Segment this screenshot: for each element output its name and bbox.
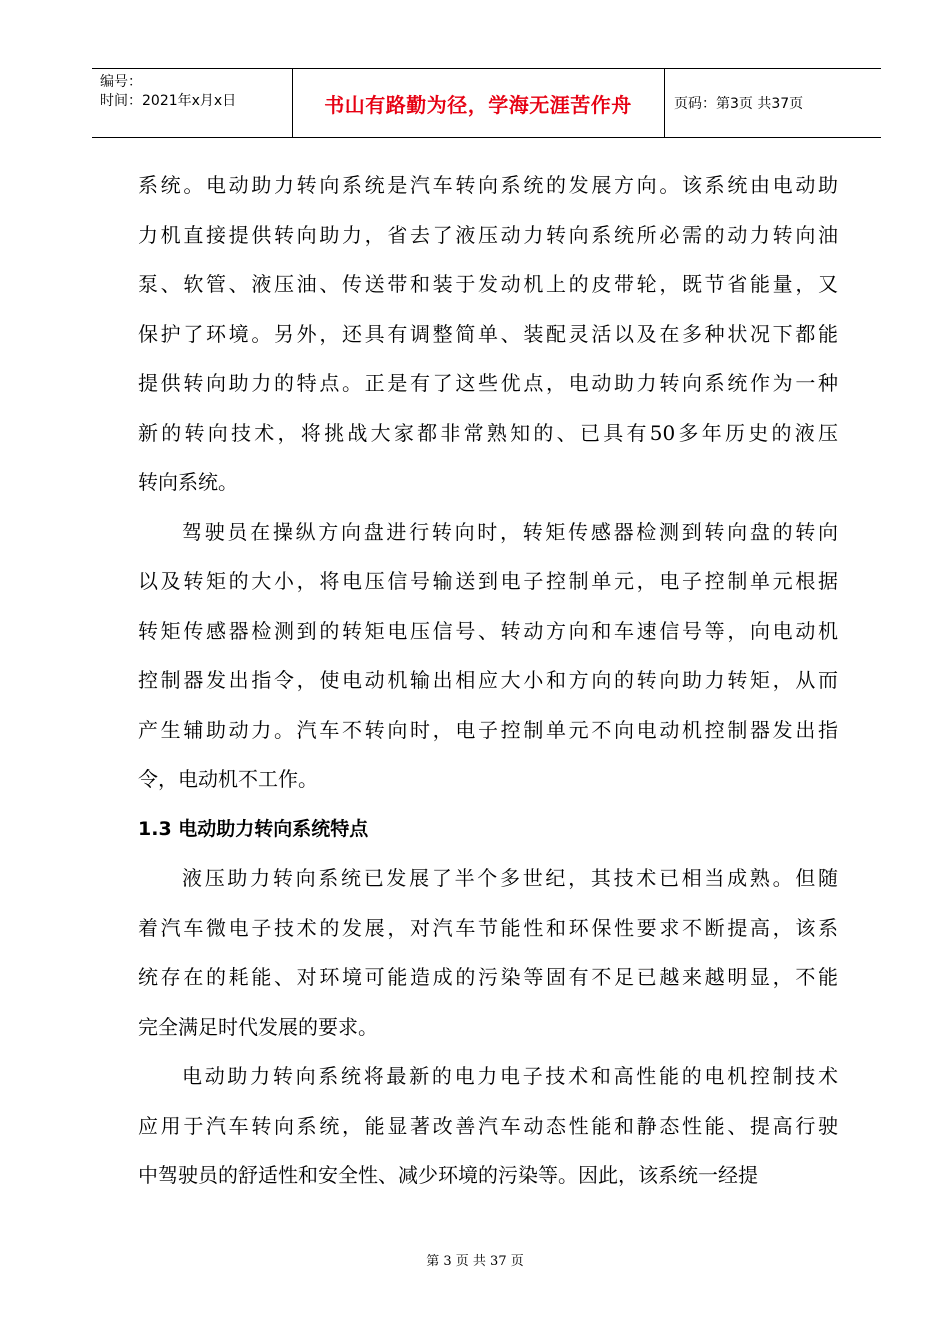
page-header (92, 68, 881, 138)
text-line: 转向系统。 (138, 470, 238, 494)
header-motto: 书山有路勤为径，学海无涯苦作舟 (324, 92, 632, 117)
paragraph (138, 508, 838, 805)
header-page-cell (664, 69, 881, 137)
text-line: 应用于汽车转向系统，能显著改善汽车动态性能和静态性能、提高行驶 (138, 1113, 838, 1138)
text-line: 产生辅助动力。汽车不转向时，电子控制单元不向电动机控制器发出指 (138, 717, 838, 742)
text-line: 电动助力转向系统将最新的电力电子技术和高性能的电机控制技术 (182, 1064, 838, 1088)
text-line: 令，电动机不工作。 (138, 767, 318, 791)
text-line: 完全满足时代发展的要求。 (138, 1014, 378, 1039)
section-heading (138, 805, 838, 855)
text-line: 中驾驶员的舒适性和安全性、减少环境的污染等。因此，该系统一经提 (138, 1163, 758, 1187)
serial-number-label: 编号： (100, 74, 142, 90)
header-meta-cell (92, 69, 293, 137)
text-line: 驾驶员在操纵方向盘进行转向时，转矩传感器检测到转向盘的转向 (182, 519, 838, 544)
text-line: 泵、软管、液压油、传送带和装于发动机上的皮带轮，既节省能量，又 (138, 272, 838, 296)
text-line: 提供转向助力的特点。正是有了这些优点，电动助力转向系统作为一种 (138, 371, 838, 395)
document-body (138, 161, 838, 1201)
header-motto-cell (292, 69, 665, 137)
text-line: 新的转向技术，将挑战大家都非常熟知的、已具有50多年历史的液压 (138, 420, 838, 445)
header-page-info: 页码：第3页 共37页 (674, 96, 804, 112)
text-line: 着汽车微电子技术的发展，对汽车节能性和环保性要求不断提高，该系 (138, 915, 838, 940)
text-line: 力机直接提供转向助力，省去了液压动力转向系统所必需的动力转向油 (138, 222, 838, 247)
text-line: 以及转矩的大小，将电压信号输送到电子控制单元，电子控制单元根据 (138, 569, 838, 593)
paragraph (138, 161, 838, 508)
text-line: 保护了环境。另外，还具有调整简单、装配灵活以及在多种状况下都能 (138, 321, 838, 346)
text-line: 控制器发出指令，使电动机输出相应大小和方向的转向助力转矩，从而 (138, 668, 838, 692)
text-line: 转矩传感器检测到的转矩电压信号、转动方向和车速信号等，向电动机 (138, 618, 838, 643)
paragraph (138, 1052, 838, 1201)
date-label: 时间：2021年x月x日 (100, 93, 237, 109)
page-footer: 第 3 页 共 37 页 (426, 1254, 524, 1269)
text-line: 统存在的耗能、对环境可能造成的污染等固有不足已越来越明显，不能 (138, 965, 838, 989)
paragraph (138, 854, 838, 1052)
text-line: 系统。电动助力转向系统是汽车转向系统的发展方向。该系统由电动助 (138, 173, 838, 197)
text-line: 液压助力转向系统已发展了半个多世纪，其技术已相当成熟。但随 (182, 866, 838, 890)
heading-text: 1.3 电动助力转向系统特点 (138, 817, 369, 840)
